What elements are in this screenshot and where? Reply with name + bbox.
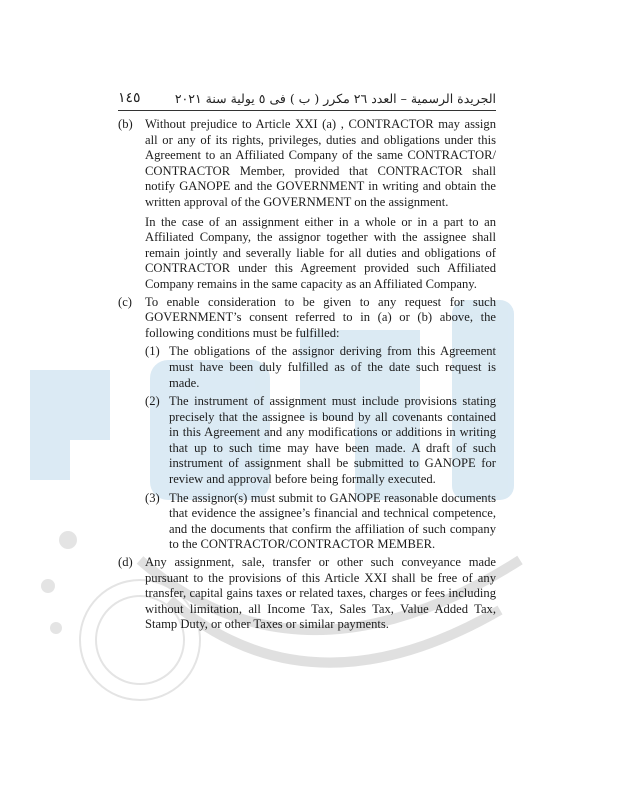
list-item bbox=[145, 491, 496, 553]
section-d-text: Any assignment, sale, transfer or other such conveyance made pursuant to the provisions of this Article XXI shall be free of any transfer, capital gains taxes or related taxes, charges or fees including without limitation, all Income Tax, Sales Tax, Value Added Tax, Stamp Duty, or other Taxes or similar payments. bbox=[145, 555, 496, 632]
list-item-text: The obligations of the assignor deriving from this Agreement must have been duly fulfilled as of the date such request is made. bbox=[169, 344, 496, 390]
header-divider bbox=[118, 110, 496, 111]
section-c-text: To enable consideration to be given to any request for such GOVERNMENT’s consent referred to in (a) or (b) above, the following conditions must be fulfilled: bbox=[145, 294, 496, 340]
list-item-label: (2) bbox=[145, 394, 160, 409]
list-item-text: The assignor(s) must submit to GANOPE reasonable documents that evidence the assignee’s financial and technical competence, and the documents that confirm the affiliation of such company to the CONTRACTOR/CONTRACTOR MEMBER. bbox=[169, 490, 496, 552]
document-body bbox=[118, 116, 496, 633]
list-item bbox=[145, 394, 496, 488]
list-item-label: (3) bbox=[145, 490, 160, 505]
section-label: (d) bbox=[118, 555, 133, 570]
list-item bbox=[145, 344, 496, 391]
section-d bbox=[118, 555, 496, 633]
page-header bbox=[118, 84, 496, 106]
section-label: (c) bbox=[118, 294, 132, 309]
page-number: ١٤٥ bbox=[118, 90, 141, 106]
section-b-text: Without prejudice to Article XXI (a) , CONTRACTOR may assign all or any of its rights, privileges, duties and obligations under this Agreement to an Affiliated Company of the same CONTRACTOR/ CONTRACTOR Member, provided that CONTRACTOR shall notify GANOPE and the GOVERNMENT in writing and obtain the written approval of the GOVERNMENT on the assignment. bbox=[145, 117, 496, 209]
gazette-title: الجريدة الرسمية – العدد ٢٦ مكرر ( ب ) فى ٥ يولية سنة ٢٠٢١ bbox=[174, 91, 496, 106]
section-b bbox=[118, 117, 496, 293]
section-label: (b) bbox=[118, 117, 133, 131]
section-c bbox=[118, 295, 496, 554]
section-b-paragraph-2: In the case of an assignment either in a whole or in a part to an Affiliated Company, the assignor together with the assignee shall remain jointly and severally liable for all duties and obligations of CONTRACTOR under this Agreement provided such Affiliated Company remains in the same capacity as an Affiliated Company. bbox=[145, 214, 496, 291]
list-item-text: The instrument of assignment must include provisions stating precisely that the assignee is bound by all covenants contained in this Agreement and any modifications or additions in writing that up to such time may have been made. A draft of such instrument of assignment shall be submitted to GANOPE for review and approval before being formally executed. bbox=[169, 394, 496, 487]
list-item-label: (1) bbox=[145, 344, 160, 359]
